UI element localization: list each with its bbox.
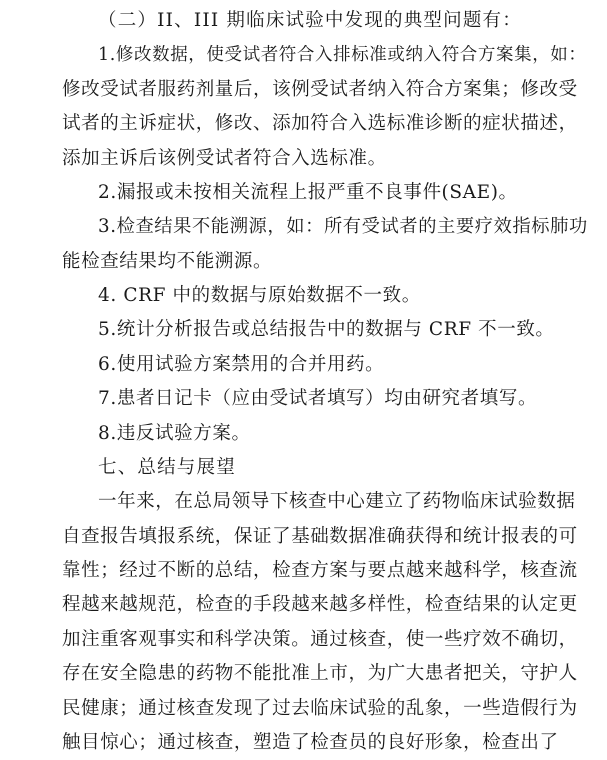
summary-line6: 存在安全隐患的药物不能批准上市，为广大患者把关，守护人 [62,663,578,684]
item8: 8.违反试验方案。 [98,423,251,444]
summary-line7: 民健康；通过核查发现了过去临床试验的乱象，一些造假行为 [62,698,578,719]
item7: 7.患者日记卡（应由受试者填写）均由研究者填写。 [98,388,538,409]
item4: 4. CRF 中的数据与原始数据不一致。 [98,285,421,306]
summary-line3: 靠性；经过不断的总结，检查方案与要点越来越科学，核查流 [62,560,578,581]
item1-line2: 修改受试者服药剂量后，该例受试者纳入符合方案集；修改受 [62,79,578,100]
item5: 5.统计分析报告或总结报告中的数据与 CRF 不一致。 [98,319,555,340]
chapter-heading: 七、总结与展望 [98,457,236,478]
summary-line5: 加注重客观事实和科学决策。通过核查，使一些疗效不确切， [62,629,578,650]
item1-line1: 1.修改数据，使受试者符合入排标准或纳入符合方案集，如： [98,45,587,65]
summary-line4: 程越来越规范，检查的手段越来越多样性，检查结果的认定更 [62,594,578,615]
section-heading: （二）II、III 期临床试验中发现的典型问题有： [98,10,522,31]
item1-line3: 试者的主诉症状，修改、添加符合入选标准诊断的症状描述， [62,113,578,134]
item6: 6.使用试验方案禁用的合并用药。 [98,354,385,375]
item2: 2.漏报或未按相关流程上报严重不良事件(SAE)。 [98,182,518,203]
summary-line2: 自查报告填报系统，保证了基础数据准确获得和统计报表的可 [62,526,578,547]
summary-line8: 触目惊心；通过核查，塑造了检查员的良好形象，检查出了 [62,732,559,753]
item1-line4: 添加主诉后该例受试者符合入选标准。 [62,148,387,169]
summary-line1: 一年来，在总局领导下核查中心建立了药物临床试验数据 [98,491,576,512]
item3-line1: 3.检查结果不能溯源，如：所有受试者的主要疗效指标肺功 [98,216,588,237]
item3-line2: 能检查结果均不能溯源。 [62,251,273,272]
